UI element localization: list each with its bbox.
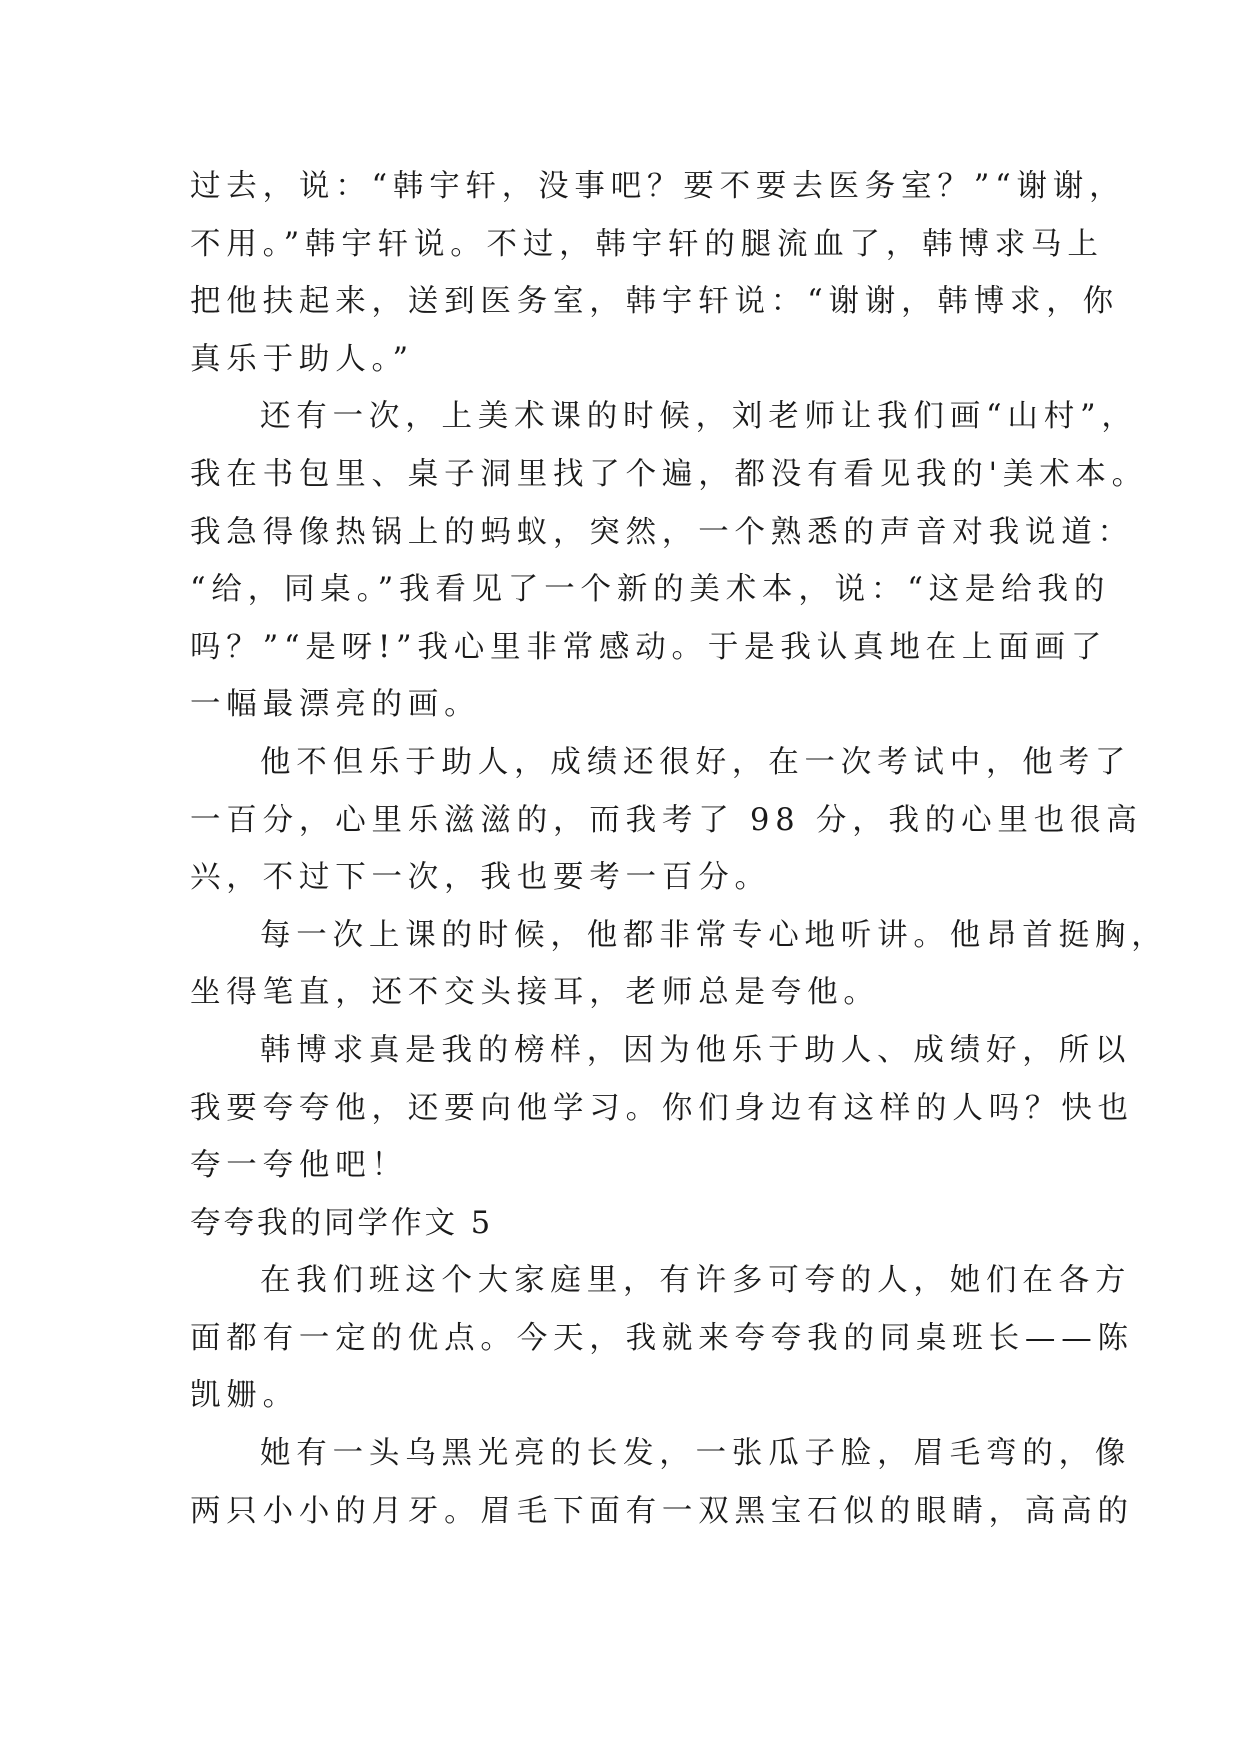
text-line: 她有一头乌黑光亮的长发，一张瓜子脸，眉毛弯的，像 [260, 1436, 1132, 1472]
text-line: 吗？”“是呀!”我心里非常感动。于是我认真地在上面画了 [190, 629, 1108, 665]
document-body [190, 158, 1168, 1540]
text-line: 在我们班这个大家庭里，有许多可夸的人，她们在各方 [260, 1263, 1132, 1299]
text-line: 真乐于助人。” [190, 341, 414, 377]
text-line: “给，同桌。”我看见了一个新的美术本，说：“这是给我的 [190, 572, 1111, 608]
text-line: 兴，不过下一次，我也要考一百分。 [190, 860, 771, 896]
text-line: 我要夸夸他，还要向他学习。你们身边有这样的人吗？快也 [190, 1090, 1134, 1126]
text-line: 面都有一定的优点。今天，我就来夸夸我的同桌班长——陈 [190, 1320, 1134, 1356]
text-line: 凯姗。 [190, 1378, 299, 1414]
text-line: 还有一次，上美术课的时候，刘老师让我们画“山村”， [260, 399, 1138, 435]
section-heading: 夸夸我的同学作文 5 [190, 1205, 494, 1241]
text-line: 过去，说：“韩宇轩，没事吧？要不要去医务室？”“谢谢， [190, 169, 1126, 204]
text-line: 不用。”韩宇轩说。不过，韩宇轩的腿流血了，韩博求马上 [190, 226, 1104, 262]
text-line: 一幅最漂亮的画。 [190, 687, 481, 723]
text-line: 坐得笔直，还不交头接耳，老师总是夸他。 [190, 975, 880, 1011]
text-line: 每一次上课的时候，他都非常专心地听讲。他昂首挺胸， [260, 917, 1168, 953]
text-line: 一百分，心里乐滋滋的，而我考了 98 分，我的心里也很高 [190, 802, 1143, 838]
text-line: 两只小小的月牙。眉毛下面有一双黑宝石似的眼睛，高高的 [190, 1493, 1134, 1529]
text-line: 我在书包里、桌子洞里找了个遍，都没有看见我的'美术本。 [190, 456, 1148, 492]
text-line: 韩博求真是我的榜样，因为他乐于助人、成绩好，所以 [260, 1032, 1132, 1068]
text-line: 夸一夸他吧！ [190, 1148, 408, 1184]
text-line: 把他扶起来，送到医务室，韩宇轩说：“谢谢，韩博求，你 [190, 284, 1119, 320]
text-line: 我急得像热锅上的蚂蚁，突然，一个熟悉的声音对我说道： [190, 514, 1134, 550]
text-line: 他不但乐于助人，成绩还很好，在一次考试中，他考了 [260, 744, 1132, 780]
